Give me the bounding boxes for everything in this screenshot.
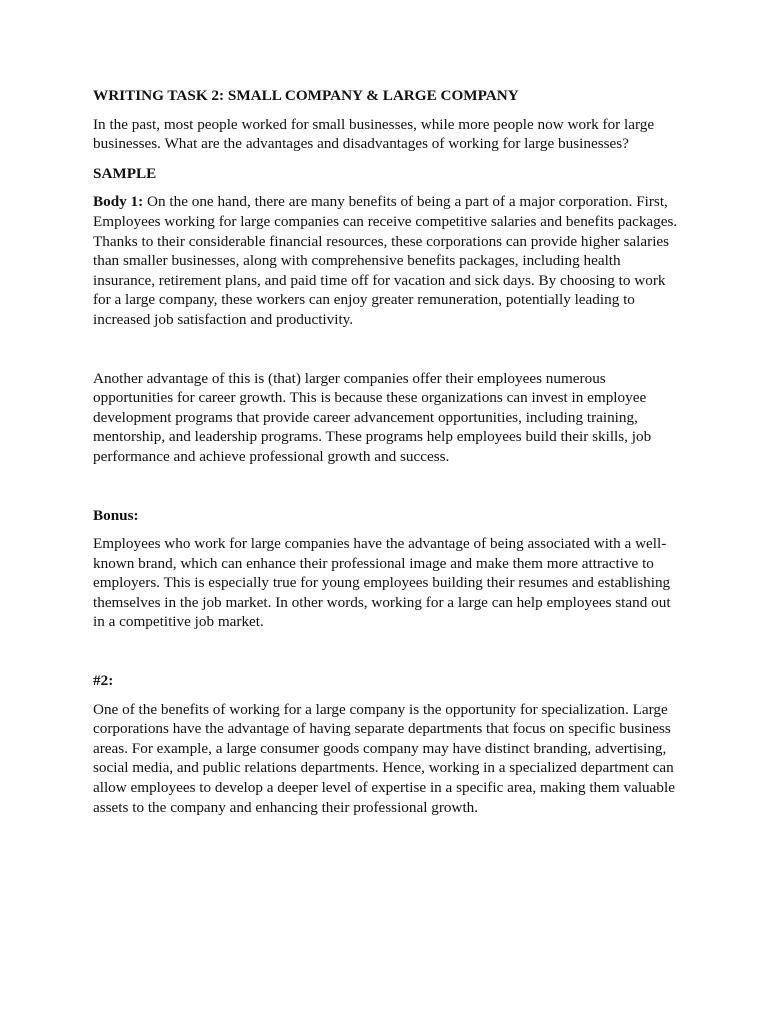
body1-paragraph [93,192,683,329]
spacer [93,467,683,506]
spacer [93,330,683,369]
document-page [93,86,683,817]
body1-text: On the one hand, there are many benefits of being a part of a major corporation. First, Employees working for large companies can receive competitive salaries and benefits packages. Thanks to their considerable financial resources, these corporations can provide higher salaries than smaller businesses, along with comprehensive benefits packages, including health insurance, retirement plans, and paid time off for vacation and sick days. By choosing to work for a large company, these workers can enjoy greater remuneration, potentially leading to increased job satisfaction and productivity. [93,193,678,328]
advantage2-paragraph: Another advantage of this is (that) larger companies offer their employees numerous opportunities for career growth. This is because these organizations can invest in employee development programs that provide career advancement opportunities, including training, mentorship, and leadership programs. These programs help employees build their skills, job performance and achieve professional growth and success. [93,369,652,465]
bonus-paragraph: Employees who work for large companies have the advantage of being associated with a well-known brand, which can enhance their professional image and make them more attractive to employers. This is especially true for young employees building their resumes and establishing themselves in the job market. In other words, working for a large can help employees stand out in a competitive job market. [93,535,671,631]
task-question: In the past, most people worked for small businesses, while more people now work for large businesses. What are the advantages and disadvantages of working for large businesses? [93,115,655,153]
section2-heading: #2: [93,672,114,690]
sample-heading: SAMPLE [93,164,157,182]
section2-paragraph: One of the benefits of working for a large company is the opportunity for specialization. Large corporations have the advantage of having separate departments that focus on specific business areas. For example, a large consumer goods company may have distinct branding, advertising, social media, and public relations departments. Hence, working in a specialized department can allow employees to develop a deeper level of expertise in a specific area, making them valuable assets to the company and enhancing their professional growth. [93,700,675,816]
body1-label: Body 1: [93,193,144,211]
spacer [93,632,683,671]
document-title: WRITING TASK 2: SMALL COMPANY & LARGE COMPANY [93,87,519,104]
bonus-heading: Bonus: [93,506,139,524]
